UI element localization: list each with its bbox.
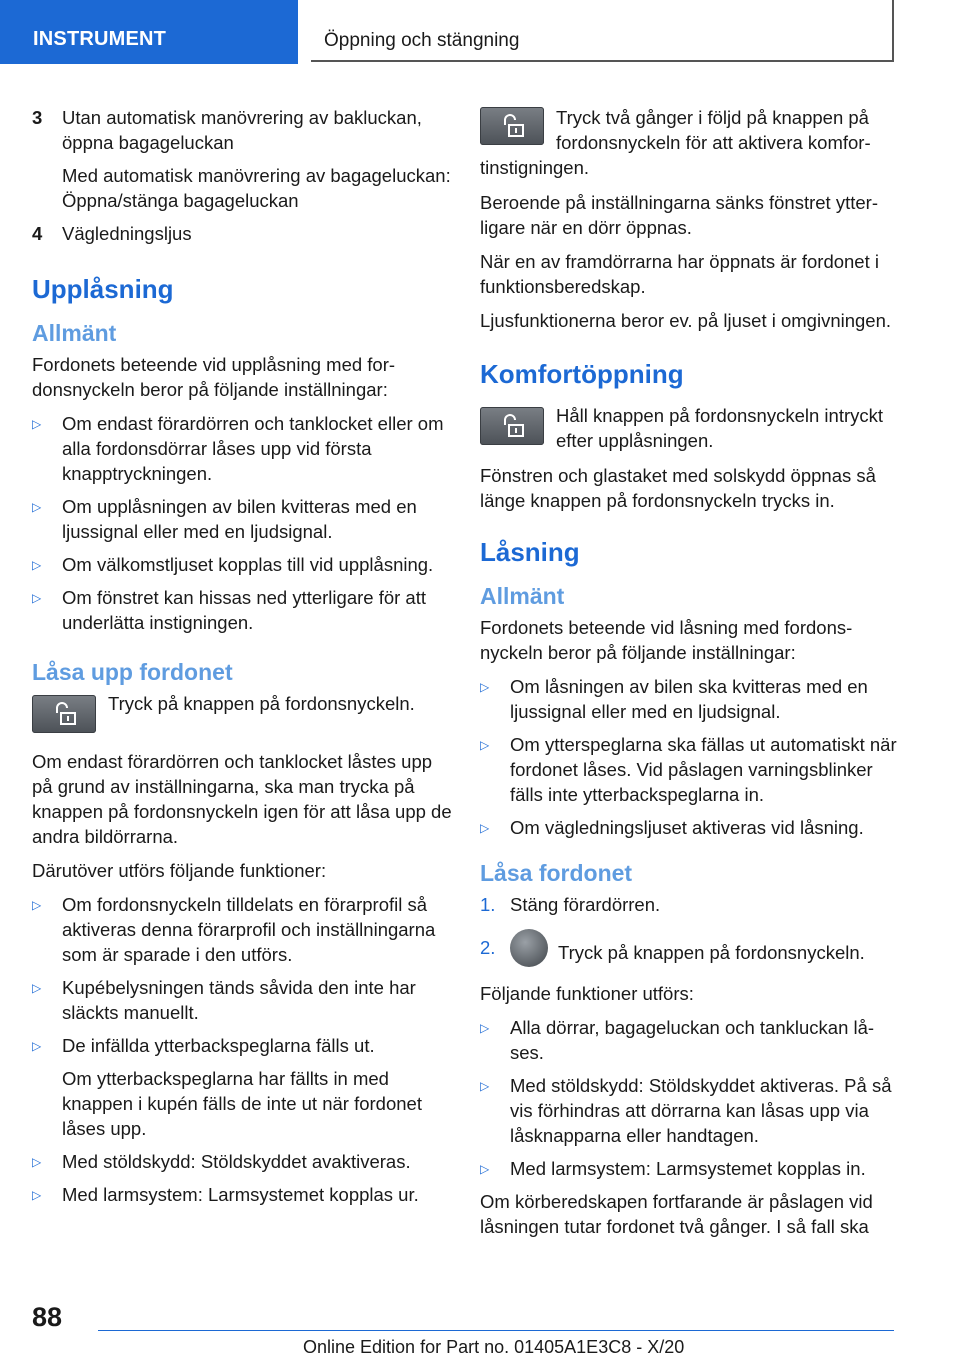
paragraph: Om körberedskapen fortfarande är påslagen vid låsningen tutar fordonet två gånger. I så fall ska [480,1191,873,1237]
heading-unlocking: Upplåsning [32,274,174,304]
triangle-bullet-icon: ▷ [480,1079,490,1093]
triangle-bullet-icon: ▷ [32,500,42,514]
list-item: ▷ Alla dörrar, bagageluckan och tankluckan låses. [480,1017,875,1063]
list-item: ▷ Om fönstret kan hissas ned ytterligare för att underlätta instigningen. [32,587,426,633]
unlock-key-icon [32,695,96,733]
list-sub-paragraph: Om ytterbackspeglarna har fällts in med knappen i kupén fälls de inte ut när fordonet låses upp. [62,1068,422,1139]
item-number: 4 [32,223,43,244]
unlock-key-icon [480,407,544,445]
header-section-label: INSTRUMENT [33,28,167,50]
item-number: 3 [32,107,43,128]
footer-edition: Online Edition for Part no. 01405A1E3C8 - X/20 [303,1337,685,1357]
triangle-bullet-icon: ▷ [480,738,490,752]
bmw-logo-icon [510,929,548,967]
heading-general: Allmänt [32,320,117,346]
triangle-bullet-icon: ▷ [480,680,490,694]
step-1: 1. Stäng förardörren. [480,894,661,915]
heading-lock-vehicle: Låsa fordonet [480,860,633,886]
list-item: ▷ Om ytterspeglarna ska fällas ut automatiskt när fordonet låses. Vid påslagen varningsblinker fälls inte ytterbackspeglarna in. [480,734,897,805]
list-item: ▷ De infällda ytterbackspeglarna fälls ut. [32,1033,452,1058]
list-item: ▷ Om fordonsnyckeln tilldelats en förarprofil så aktiveras denna förarprofil och inställningarna som är sparade i den utförs. [32,894,436,965]
list-item: ▷ Kupébelysningen tänds såvida den inte har släckts manuellt. [32,977,416,1023]
list-item: ▷ Om välkomstljuset kopplas till vid upplåsning. [32,552,452,577]
paragraph: Ljusfunktionerna beror ev. på ljuset i omgivningen. [480,310,892,331]
footer-divider [98,1330,894,1331]
key-instruction: Håll knappen på fordonsnyckeln intryckt efter upplåsningen. [480,403,900,453]
triangle-bullet-icon: ▷ [480,1162,490,1176]
list-item-4: 4 Vägledningsljus [32,223,192,244]
triangle-bullet-icon: ▷ [480,1021,490,1035]
paragraph: Därutöver utförs följande funktioner: [32,860,327,881]
paragraph: Beroende på inställningarna sänks fönstret ytterligare när en dörr öppnas. [480,192,878,238]
key-instruction: Tryck två gånger i följd på knappen på fordonsnyckeln för att aktivera komfortinstigningen. [480,107,871,178]
triangle-bullet-icon: ▷ [32,981,42,995]
right-column [480,105,900,1248]
general-paragraph: Fordonets beteende vid låsning med fordonsnyckeln beror på följande inställningar: [480,617,853,663]
heading-locking: Låsning [480,537,580,567]
triangle-bullet-icon: ▷ [480,821,490,835]
item-3-sub: Med automatisk manövrering av bagageluckan: Öppna/stänga bagageluckan [62,165,451,211]
triangle-bullet-icon: ▷ [32,1188,42,1202]
key-instruction: Tryck på knappen på fordonsnyckeln. [32,691,452,739]
list-item: ▷ Med stöldskydd: Stöldskyddet aktiveras. På så vis förhindras att dörrarna kan låsas upp via låsknapparna eller handtagen. [480,1075,892,1146]
paragraph: När en av framdörrarna har öppnats är fordonet i funktionsberedskap. [480,251,879,297]
heading-general: Allmänt [480,583,565,609]
step-2: 2. Tryck på knappen på fordonsnyckeln. [480,935,900,973]
list-item: ▷ Om endast förardörren och tanklocket eller om alla fordonsdörrar låses upp vid första knapptryckningen. [32,413,444,484]
step-number: 1. [480,894,496,915]
left-column [32,105,452,1215]
header-section-tab [0,0,298,64]
list-item: ▷ Om vägledningsljuset aktiveras vid låsning. [480,815,900,840]
general-paragraph: Fordonets beteende vid upplåsning med fordonsnyckeln beror på följande inställningar: [32,354,396,400]
heading-unlock-vehicle: Låsa upp fordonet [32,659,233,685]
heading-comfort-opening: Komfortöppning [480,359,684,389]
triangle-bullet-icon: ▷ [32,417,42,431]
triangle-bullet-icon: ▷ [32,1039,42,1053]
list-item-3: 3 Utan automatisk manövrering av bakluckan, öppna bagageluckan [32,107,422,153]
list-item: ▷ Om låsningen av bilen ska kvitteras med en ljussignal eller med en ljudsignal. [480,676,868,722]
paragraph: Om endast förardörren och tanklocket låstes upp på grund av inställningarna, ska man trycka på knappen på fordonsnyckeln igen för att låsa upp de andra bildörrarna. [32,751,452,847]
paragraph: Fönstren och glastaket med solskydd öppnas så länge knappen på fordonsnyckeln trycks in. [480,465,876,511]
list-item: ▷ Om upplåsningen av bilen kvitteras med en ljussignal eller med en ljudsignal. [32,496,417,542]
triangle-bullet-icon: ▷ [32,898,42,912]
page-number: 88 [32,1302,63,1332]
list-item: ▷ Med larmsystem: Larmsystemet kopplas ur. [32,1182,452,1207]
header-title: Öppning och stängning [324,30,520,51]
paragraph: Följande funktioner utförs: [480,983,694,1004]
header-title-box [311,0,894,62]
triangle-bullet-icon: ▷ [32,1155,42,1169]
list-item: ▷ Med stöldskydd: Stöldskyddet avaktiveras. [32,1149,452,1174]
triangle-bullet-icon: ▷ [32,591,42,605]
triangle-bullet-icon: ▷ [32,558,42,572]
list-item: ▷ Med larmsystem: Larmsystemet kopplas in. [480,1156,900,1181]
unlock-key-icon [480,107,544,145]
step-number: 2. [480,937,496,958]
